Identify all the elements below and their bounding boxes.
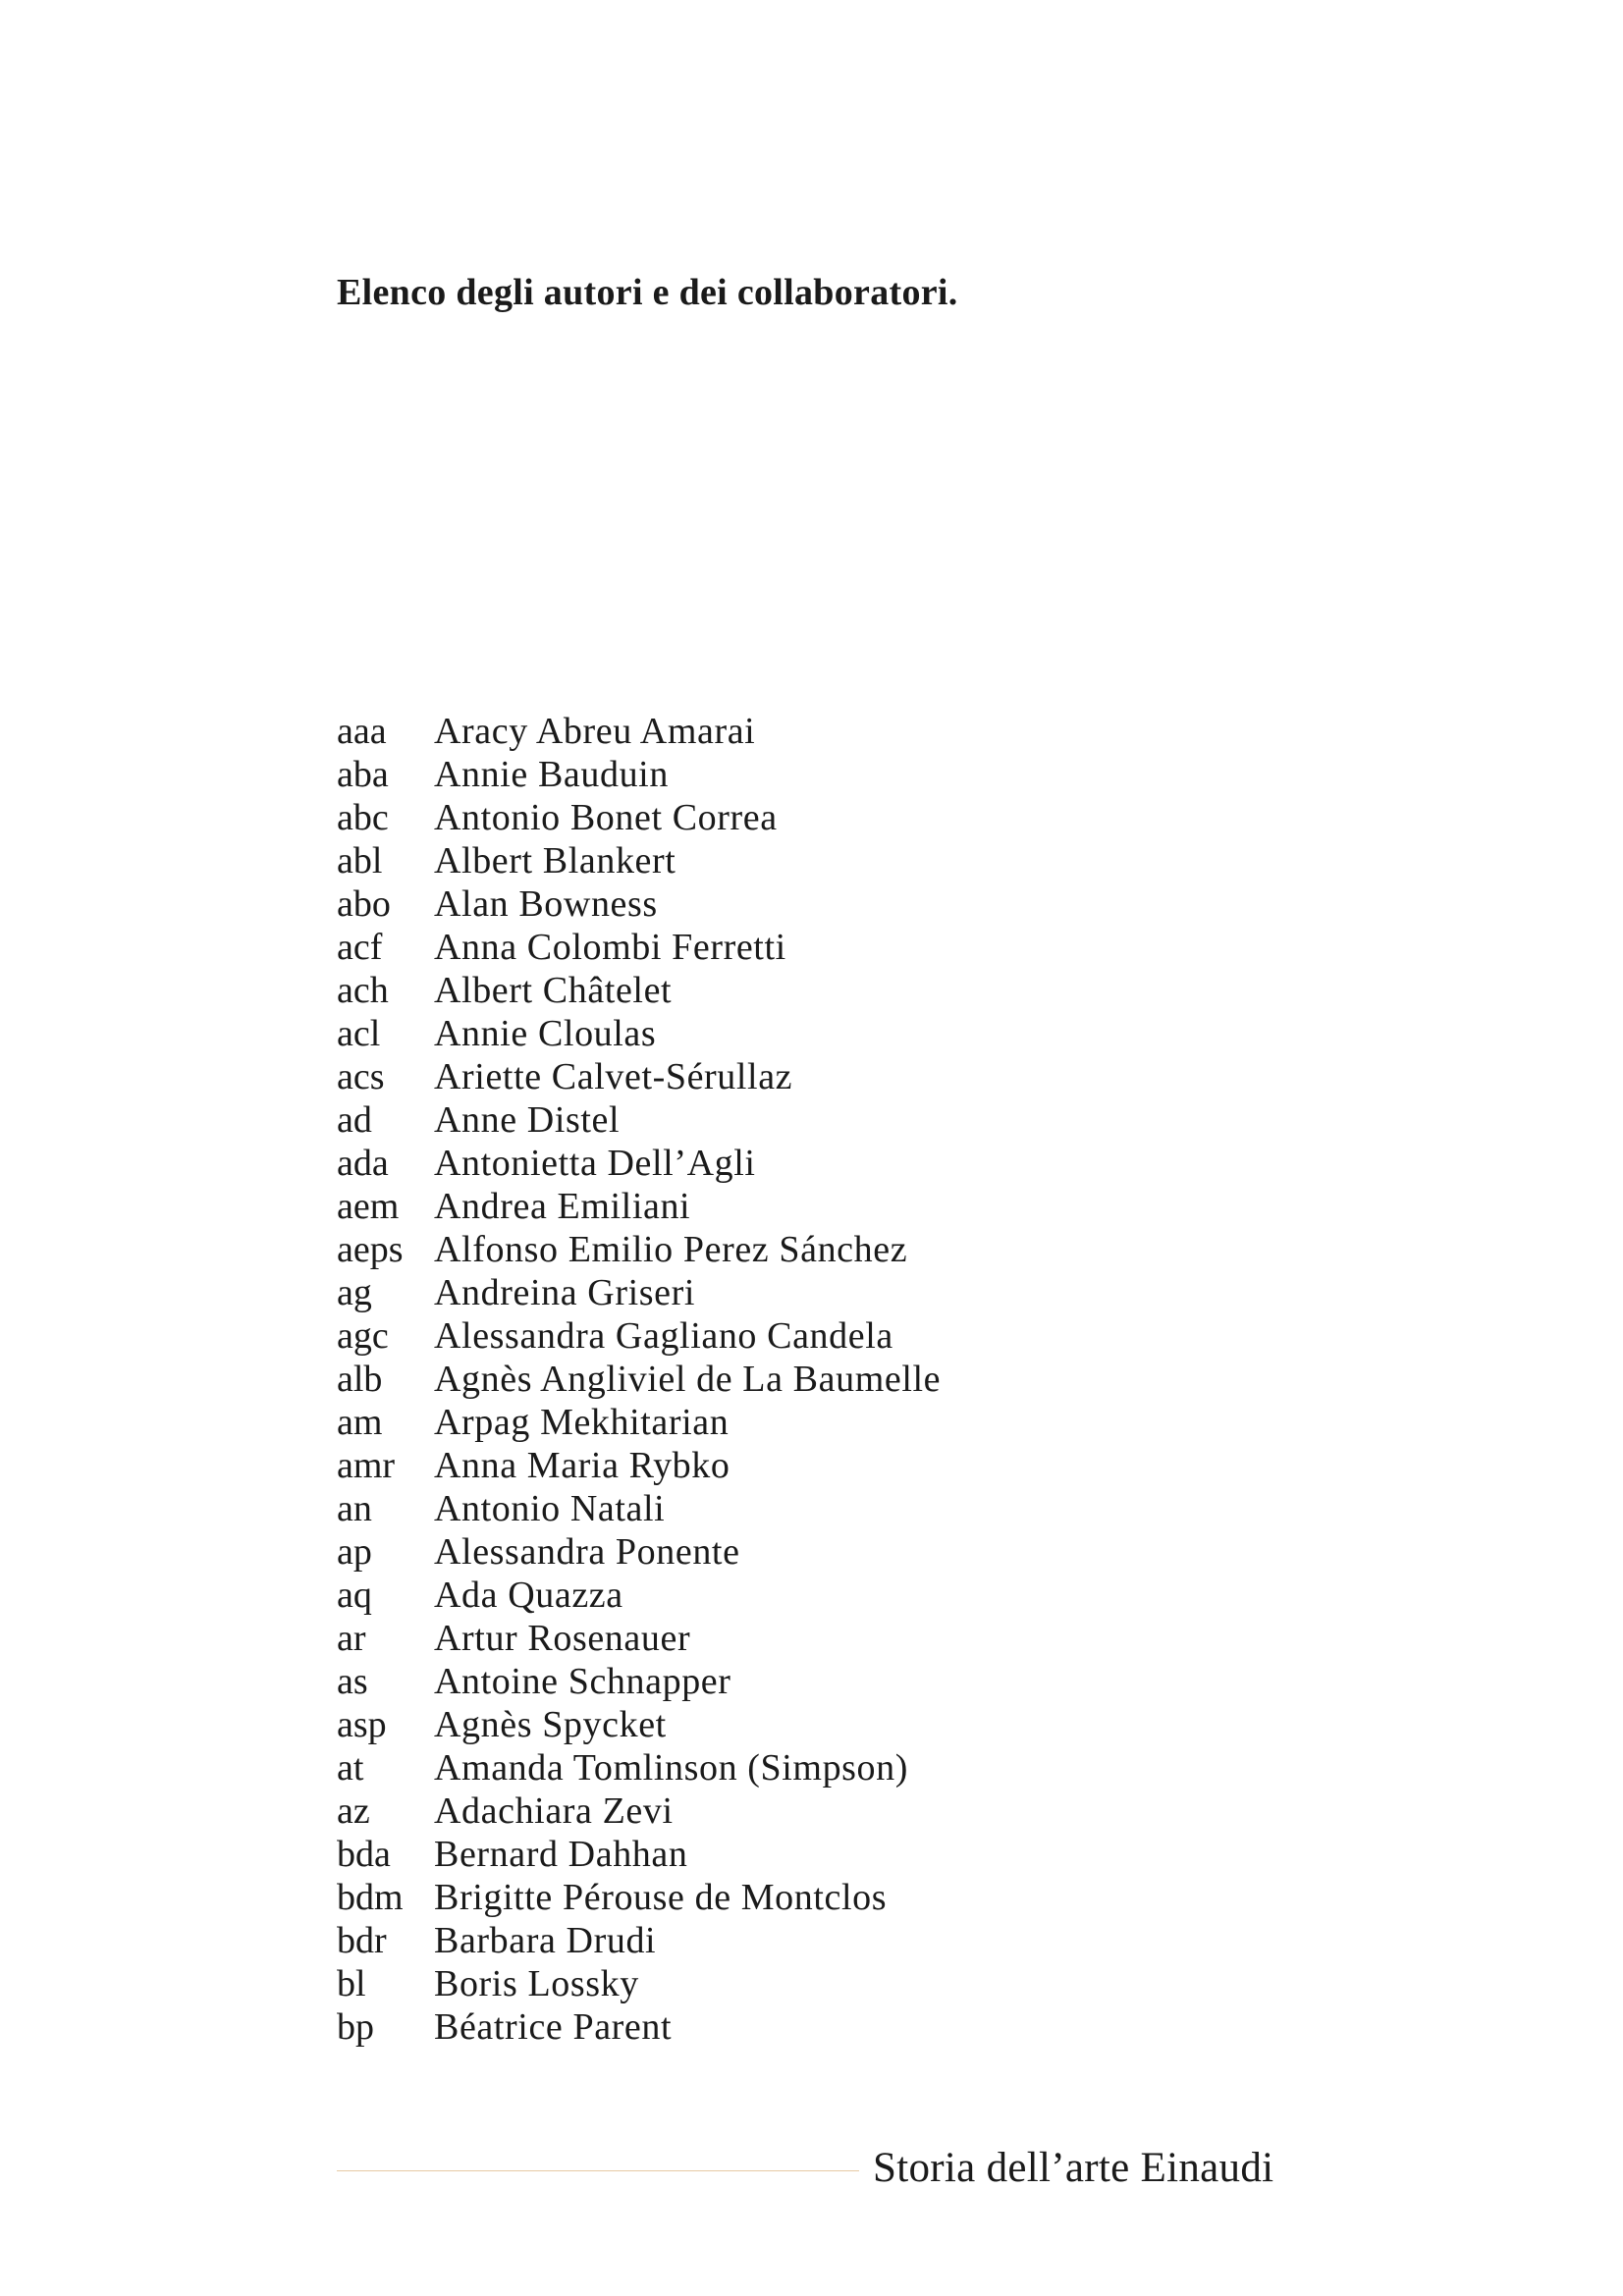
author-code: bdr	[337, 1920, 387, 1961]
author-name: Ariette Calvet-Sérullaz	[434, 1056, 793, 1097]
author-code: ap	[337, 1531, 372, 1573]
author-code: alb	[337, 1359, 383, 1400]
author-name: Boris Lossky	[434, 1963, 639, 2004]
author-name: Antoine Schnapper	[434, 1661, 731, 1702]
author-code: ach	[337, 970, 389, 1011]
author-name: Anna Maria Rybko	[434, 1445, 730, 1486]
author-row	[337, 1142, 941, 1185]
author-code: ag	[337, 1272, 372, 1313]
author-name: Adachiara Zevi	[434, 1790, 674, 1832]
author-code: bp	[337, 2006, 374, 2048]
author-name: Alessandra Ponente	[434, 1531, 740, 1573]
author-code: acl	[337, 1013, 381, 1054]
author-row	[337, 1962, 941, 2005]
author-name: Artur Rosenauer	[434, 1618, 691, 1659]
author-row	[337, 1012, 941, 1055]
author-code: amr	[337, 1445, 396, 1486]
author-name: Anne Distel	[434, 1099, 621, 1141]
author-row	[337, 1487, 941, 1530]
author-row	[337, 2005, 941, 2049]
author-row	[337, 1228, 941, 1271]
author-row	[337, 1919, 941, 1962]
author-row	[337, 1314, 941, 1358]
author-row	[337, 969, 941, 1012]
author-code: az	[337, 1790, 370, 1832]
author-code: bda	[337, 1834, 391, 1875]
author-code: ar	[337, 1618, 366, 1659]
author-name: Andreina Griseri	[434, 1272, 696, 1313]
footer-rule	[337, 2170, 859, 2171]
author-row	[337, 1271, 941, 1314]
footer-title: Storia dell’arte Einaudi	[873, 2145, 1274, 2191]
author-name: Béatrice Parent	[434, 2006, 673, 2048]
author-code: abl	[337, 840, 383, 881]
author-code: aem	[337, 1186, 400, 1227]
author-row	[337, 1789, 941, 1833]
author-row	[337, 1055, 941, 1098]
author-name: Antonio Bonet Correa	[434, 797, 778, 838]
author-name: Anna Colombi Ferretti	[434, 927, 786, 968]
page-title: Elenco degli autori e dei collaboratori.	[337, 272, 958, 313]
author-name: Alessandra Gagliano Candela	[434, 1315, 893, 1357]
author-code: aeps	[337, 1229, 404, 1270]
author-name: Antonietta Dell’Agli	[434, 1143, 756, 1184]
author-name: Alfonso Emilio Perez Sánchez	[434, 1229, 908, 1270]
author-code: aq	[337, 1575, 372, 1616]
author-code: at	[337, 1747, 364, 1789]
author-row	[337, 796, 941, 839]
author-row	[337, 1444, 941, 1487]
author-row	[337, 1098, 941, 1142]
author-list	[337, 710, 941, 2049]
author-row	[337, 926, 941, 969]
author-code: agc	[337, 1315, 389, 1357]
author-name: Ada Quazza	[434, 1575, 623, 1616]
author-name: Barbara Drudi	[434, 1920, 657, 1961]
author-name: Amanda Tomlinson (Simpson)	[434, 1747, 909, 1789]
author-name: Albert Blankert	[434, 840, 676, 881]
author-code: bdm	[337, 1877, 404, 1918]
author-code: am	[337, 1402, 383, 1443]
author-code: ada	[337, 1143, 389, 1184]
author-name: Aracy Abreu Amarai	[434, 711, 756, 752]
author-name: Bernard Dahhan	[434, 1834, 688, 1875]
author-name: Brigitte Pérouse de Montclos	[434, 1877, 888, 1918]
author-name: Annie Cloulas	[434, 1013, 657, 1054]
author-row	[337, 1574, 941, 1617]
author-code: as	[337, 1661, 368, 1702]
author-row	[337, 1876, 941, 1919]
author-row	[337, 882, 941, 926]
author-row	[337, 1703, 941, 1746]
author-name: Arpag Mekhitarian	[434, 1402, 730, 1443]
author-name: Annie Bauduin	[434, 754, 669, 795]
author-code: an	[337, 1488, 372, 1529]
author-code: abc	[337, 797, 389, 838]
author-code: bl	[337, 1963, 366, 2004]
author-row	[337, 1358, 941, 1401]
author-name: Agnès Spycket	[434, 1704, 667, 1745]
author-row	[337, 1530, 941, 1574]
author-row	[337, 710, 941, 753]
author-row	[337, 1746, 941, 1789]
author-row	[337, 1833, 941, 1876]
author-code: acs	[337, 1056, 385, 1097]
author-row	[337, 839, 941, 882]
author-code: abo	[337, 883, 391, 925]
author-code: asp	[337, 1704, 387, 1745]
author-name: Agnès Angliviel de La Baumelle	[434, 1359, 942, 1400]
author-row	[337, 1617, 941, 1660]
author-name: Alan Bowness	[434, 883, 658, 925]
author-code: ad	[337, 1099, 372, 1141]
author-code: acf	[337, 927, 383, 968]
author-name: Andrea Emiliani	[434, 1186, 691, 1227]
author-name: Antonio Natali	[434, 1488, 666, 1529]
author-row	[337, 1185, 941, 1228]
author-name: Albert Châtelet	[434, 970, 673, 1011]
author-code: aaa	[337, 711, 387, 752]
author-row	[337, 1660, 941, 1703]
author-row	[337, 753, 941, 796]
author-row	[337, 1401, 941, 1444]
author-code: aba	[337, 754, 389, 795]
